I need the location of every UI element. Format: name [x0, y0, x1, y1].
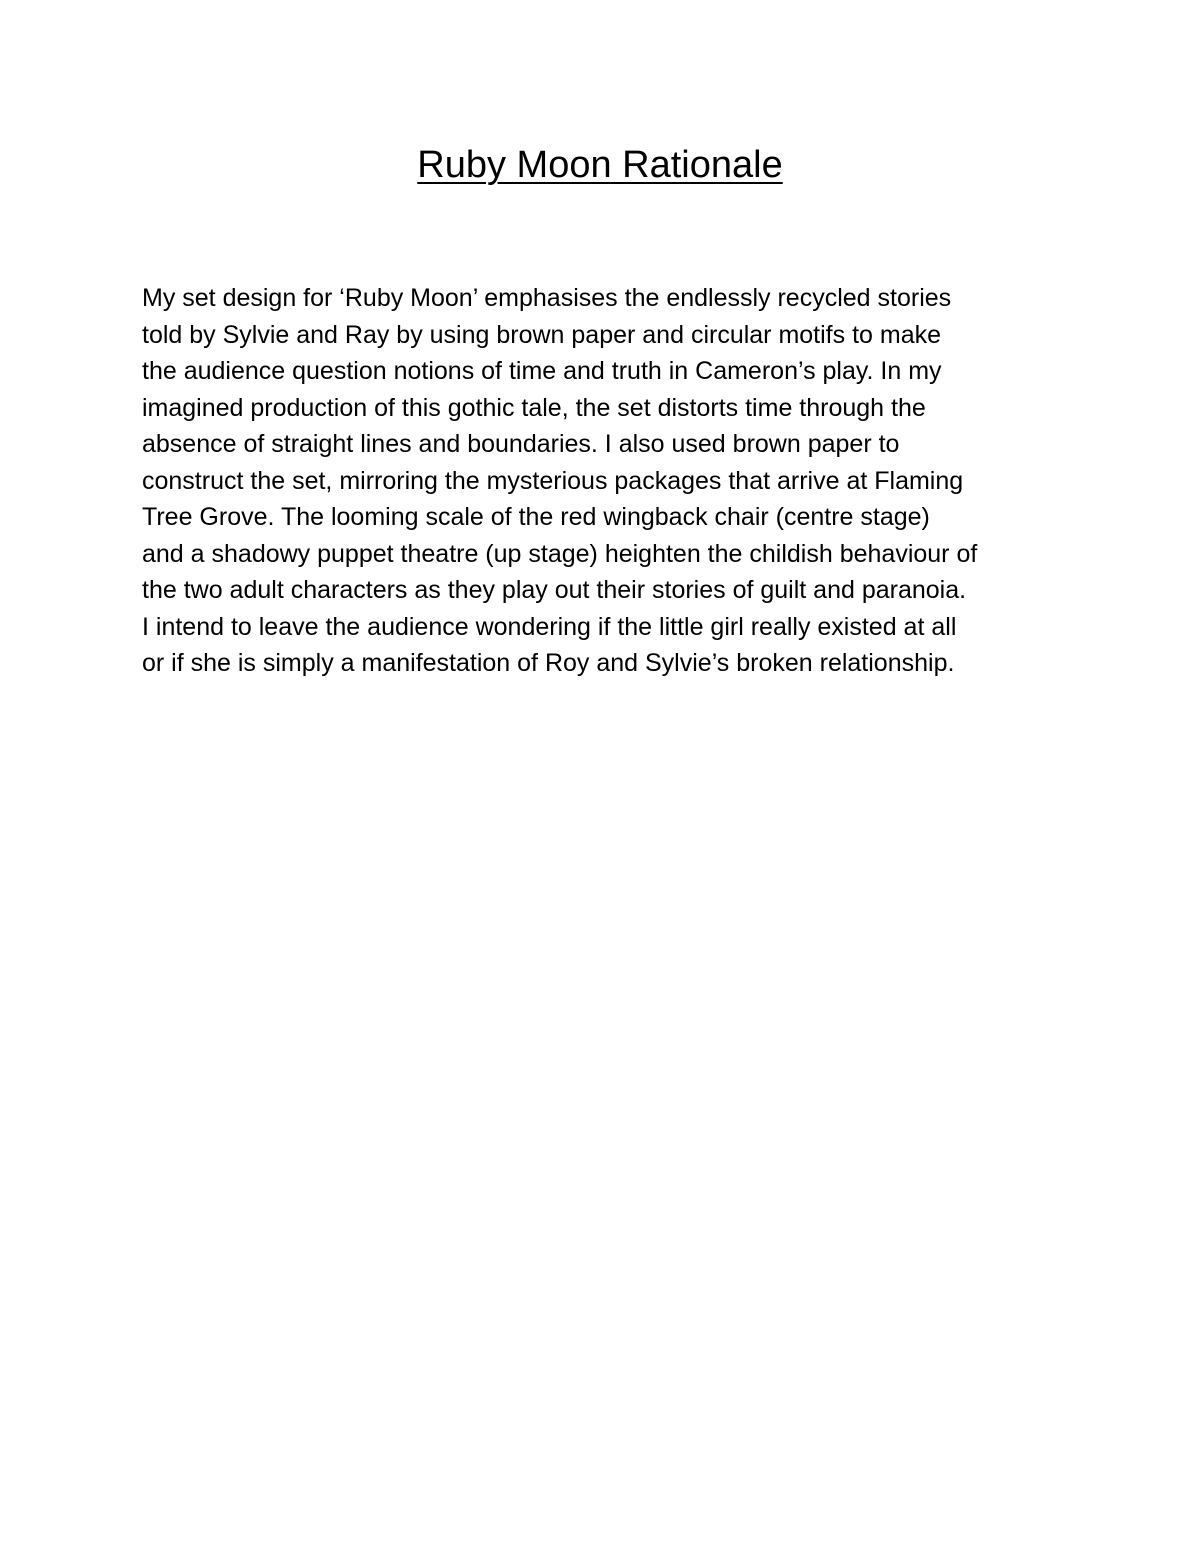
- paragraph-line: or if she is simply a manifestation of Roy and Sylvie’s broken relationship.: [142, 649, 955, 677]
- paragraph-line: My set design for ‘Ruby Moon’ emphasises the endlessly recycled stories: [142, 284, 952, 312]
- paragraph-line: told by Sylvie and Ray by using brown paper and circular motifs to make: [142, 320, 941, 349]
- paragraph-line: I intend to leave the audience wondering if the little girl really existed at all: [142, 612, 957, 641]
- document-title: Ruby Moon Rationale: [417, 144, 783, 186]
- paragraph-line: construct the set, mirroring the mysterious packages that arrive at Flaming: [142, 466, 964, 495]
- paragraph-line: and a shadowy puppet theatre (up stage) heighten the childish behaviour of: [142, 539, 978, 568]
- paragraph-line: absence of straight lines and boundaries. I also used brown paper to: [142, 430, 900, 458]
- rationale-paragraph: [142, 280, 1072, 682]
- paragraph-line: the two adult characters as they play out their stories of guilt and paranoia.: [142, 576, 967, 604]
- paragraph-line: Tree Grove. The looming scale of the red wingback chair (centre stage): [142, 503, 930, 531]
- paragraph-line: imagined production of this gothic tale, the set distorts time through the: [142, 393, 926, 422]
- paragraph-line: the audience question notions of time and truth in Cameron’s play. In my: [142, 357, 942, 385]
